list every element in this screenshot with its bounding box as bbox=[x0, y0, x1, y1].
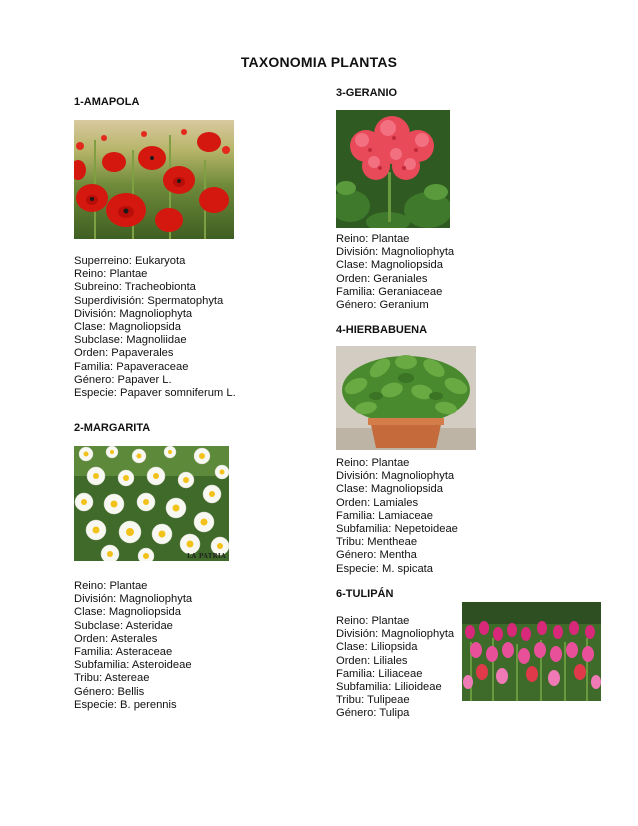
taxonomy-line: Género: Tulipa bbox=[336, 707, 410, 720]
taxonomy-line: Familia: Geraniaceae bbox=[336, 285, 443, 298]
taxonomy-line: Subfamilia: Asteroideae bbox=[74, 659, 192, 672]
taxonomy-line: División: Magnoliophyta bbox=[336, 246, 455, 259]
taxonomy-line: Tribu: Tulipeae bbox=[336, 694, 410, 707]
taxonomy-line: División: Magnoliophyta bbox=[336, 628, 455, 641]
taxonomy-line: Superreino: Eukaryota bbox=[74, 255, 186, 267]
taxonomy-line: Subfamilia: Nepetoideae bbox=[336, 523, 458, 536]
taxonomy-line: Superdivisión: Spermatophyta bbox=[74, 294, 224, 307]
taxonomy-line: Familia: Papaveraceae bbox=[74, 360, 189, 373]
page-title: TAXONOMIA PLANTAS bbox=[240, 54, 398, 70]
amapola-photo bbox=[74, 120, 234, 239]
taxonomy-line: Reino: Plantae bbox=[74, 580, 148, 592]
section-heading-tulipan: 6-TULIPÁN bbox=[336, 588, 394, 600]
taxonomy-line: Clase: Liliopsida bbox=[336, 641, 418, 654]
taxonomy-line: Género: Papaver L. bbox=[74, 373, 172, 386]
taxonomy-line: Clase: Magnoliopsida bbox=[336, 259, 443, 272]
taxonomy-line: Subfamilia: Lilioideae bbox=[336, 681, 442, 694]
tulipan-photo bbox=[462, 602, 601, 701]
taxonomy-line: División: Magnoliophyta bbox=[336, 470, 455, 483]
margarita-taxonomy bbox=[74, 580, 192, 712]
taxonomy-line: Tribu: Mentheae bbox=[336, 536, 418, 549]
amapola-taxonomy bbox=[74, 255, 236, 400]
taxonomy-line: División: Magnoliophyta bbox=[74, 307, 193, 320]
taxonomy-line: Familia: Asteraceae bbox=[74, 646, 173, 659]
taxonomy-line: Tribu: Astereae bbox=[74, 672, 150, 685]
taxonomy-line: Clase: Magnoliopsida bbox=[336, 483, 443, 496]
section-heading-geranio: 3-GERANIO bbox=[336, 87, 398, 99]
taxonomy-line: Subclase: Asteridae bbox=[74, 619, 173, 632]
taxonomy-line: Reino: Plantae bbox=[336, 233, 410, 245]
section-heading-margarita: 2-MARGARITA bbox=[74, 422, 151, 434]
taxonomy-line: Familia: Lamiaceae bbox=[336, 509, 434, 522]
taxonomy-line: Clase: Magnoliopsida bbox=[74, 606, 181, 619]
taxonomy-line: Reino: Plantae bbox=[74, 268, 148, 281]
margarita-photo bbox=[74, 446, 229, 561]
geranio-taxonomy bbox=[336, 233, 454, 312]
section-heading-amapola: 1-AMAPOLA bbox=[74, 96, 140, 108]
taxonomy-line: Familia: Liliaceae bbox=[336, 667, 423, 680]
taxonomy-line: Orden: Geraniales bbox=[336, 272, 428, 285]
taxonomy-line: Especie: M. spicata bbox=[336, 562, 434, 575]
taxonomy-line: Reino: Plantae bbox=[336, 615, 410, 627]
taxonomy-line: Orden: Papaverales bbox=[74, 347, 174, 360]
tulipan-taxonomy bbox=[336, 615, 454, 721]
taxonomy-line: Subclase: Magnoliidae bbox=[74, 334, 187, 347]
section-heading-hierbabuena: 4-HIERBABUENA bbox=[336, 324, 428, 336]
taxonomy-line: Género: Mentha bbox=[336, 549, 417, 562]
taxonomy-line: Especie: Papaver somniferum L. bbox=[74, 387, 236, 400]
taxonomy-line: Subreino: Tracheobionta bbox=[74, 281, 196, 294]
geranio-photo bbox=[336, 110, 450, 228]
hierbabuena-taxonomy bbox=[336, 457, 458, 576]
taxonomy-line: División: Magnoliophyta bbox=[74, 593, 193, 606]
taxonomy-line: Orden: Lamiales bbox=[336, 496, 419, 509]
taxonomy-line: Género: Geranium bbox=[336, 299, 429, 312]
taxonomy-line: Clase: Magnoliopsida bbox=[74, 321, 181, 334]
taxonomy-line: Orden: Liliales bbox=[336, 654, 408, 667]
taxonomy-line: Orden: Asterales bbox=[74, 632, 158, 645]
photo-watermark: LA PATRIA bbox=[187, 553, 226, 560]
hierbabuena-photo bbox=[336, 346, 476, 450]
taxonomy-line: Especie: B. perennis bbox=[74, 698, 177, 711]
taxonomy-line: Género: Bellis bbox=[74, 685, 145, 698]
taxonomy-line: Reino: Plantae bbox=[336, 457, 410, 469]
